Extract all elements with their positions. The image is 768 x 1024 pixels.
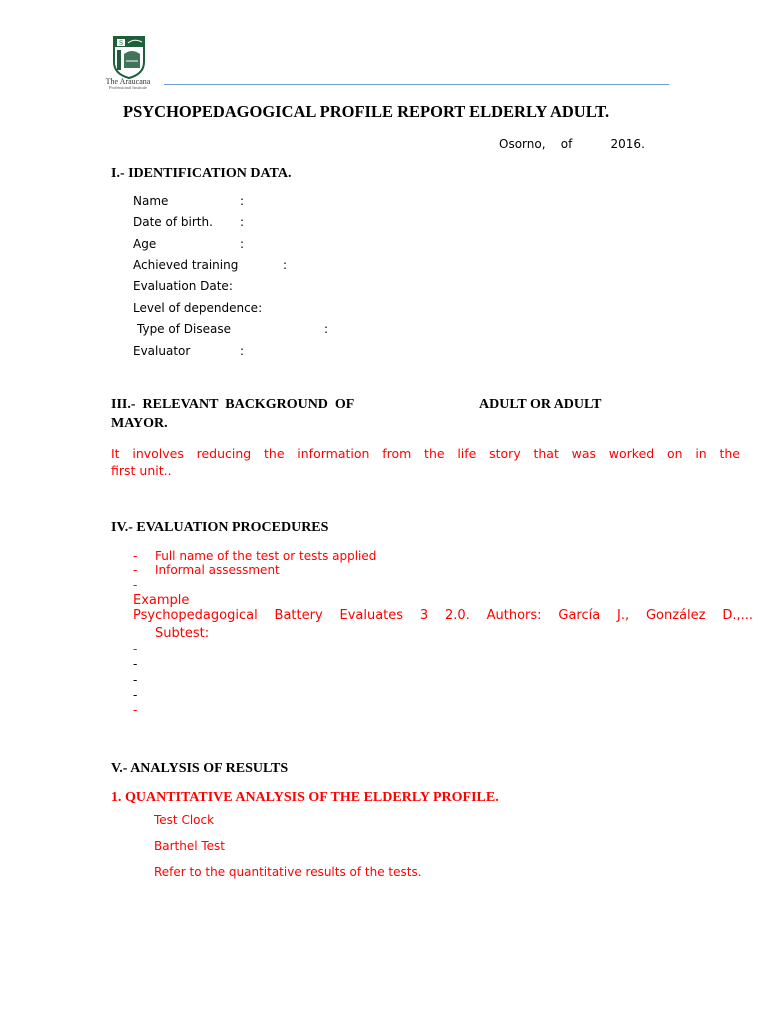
example-test-line: Psychopedagogical Battery Evaluates 3 2.0. Authors: García J., González D.,...: [133, 608, 753, 623]
field-age-label: Age: [133, 237, 157, 251]
field-dependence-label: Level of dependence:: [133, 301, 263, 315]
field-birth-label: Date of birth.: [133, 215, 213, 229]
bullet-dash: -: [133, 563, 138, 577]
background-text-line-2: first unit..: [111, 463, 172, 478]
field-training-colon: :: [283, 258, 288, 272]
quantitative-analysis-heading: 1. QUANTITATIVE ANALYSIS OF THE ELDERLY PROFILE.: [111, 790, 499, 805]
subtest-dash-4: -: [133, 688, 138, 702]
logo-institute-name: The Araucana: [105, 77, 151, 86]
place-date-line: [499, 137, 645, 151]
bullet-dash: -: [133, 549, 138, 563]
field-name-label: Name: [133, 194, 169, 208]
section-background-heading-end: MAYOR.: [111, 416, 168, 431]
svg-text:S: S: [119, 40, 124, 47]
bullet-dash: -: [133, 578, 138, 592]
year: 2016.: [610, 137, 645, 151]
subtest-dash-5: -: [133, 703, 138, 717]
date-of: of: [560, 137, 573, 151]
procedure-bullet-2: - Informal assessment: [133, 563, 280, 577]
field-training-label: Achieved training: [133, 258, 239, 272]
section-background-heading: III.- RELEVANT BACKGROUND OF: [111, 397, 355, 412]
procedure-bullet-3: [133, 578, 155, 592]
subtest-dash-3: -: [133, 673, 138, 687]
subtest-dash-2: -: [133, 657, 138, 671]
city: Osorno,: [499, 137, 546, 151]
field-disease-colon: :: [324, 322, 329, 336]
section-procedures-heading: IV.- EVALUATION PROCEDURES: [111, 520, 329, 535]
field-birth-colon: :: [240, 215, 245, 229]
field-age-colon: :: [240, 237, 245, 251]
analysis-item-refer-results: Refer to the quantitative results of the tests.: [154, 865, 422, 879]
field-name-colon: :: [240, 194, 245, 208]
section-background-heading-continued: ADULT OR ADULT: [479, 397, 602, 412]
procedure-bullet-1: - Full name of the test or tests applied: [133, 549, 377, 563]
field-evaluation-date-label: Evaluation Date:: [133, 279, 233, 293]
field-disease-label: Type of Disease: [137, 322, 231, 336]
analysis-item-barthel-test: Barthel Test: [154, 839, 225, 853]
field-evaluator-colon: :: [240, 344, 245, 358]
section-identification-heading: I.- IDENTIFICATION DATA.: [111, 166, 292, 181]
analysis-item-test-clock: Test Clock: [154, 813, 215, 827]
logo-institute-subtitle: Professional Institute: [108, 85, 148, 90]
background-text-line-1: It involves reducing the information from the life story that was worked on in the: [111, 446, 740, 461]
section-analysis-heading: V.- ANALYSIS OF RESULTS: [111, 761, 289, 776]
subtest-label: Subtest:: [155, 626, 210, 641]
example-label: Example: [133, 593, 190, 608]
header-divider: [164, 84, 669, 85]
subtest-dash-1: -: [133, 642, 138, 656]
field-evaluator-label: Evaluator: [133, 344, 191, 358]
document-title: PSYCHOPEDAGOGICAL PROFILE REPORT ELDERLY ADULT.: [123, 102, 610, 121]
